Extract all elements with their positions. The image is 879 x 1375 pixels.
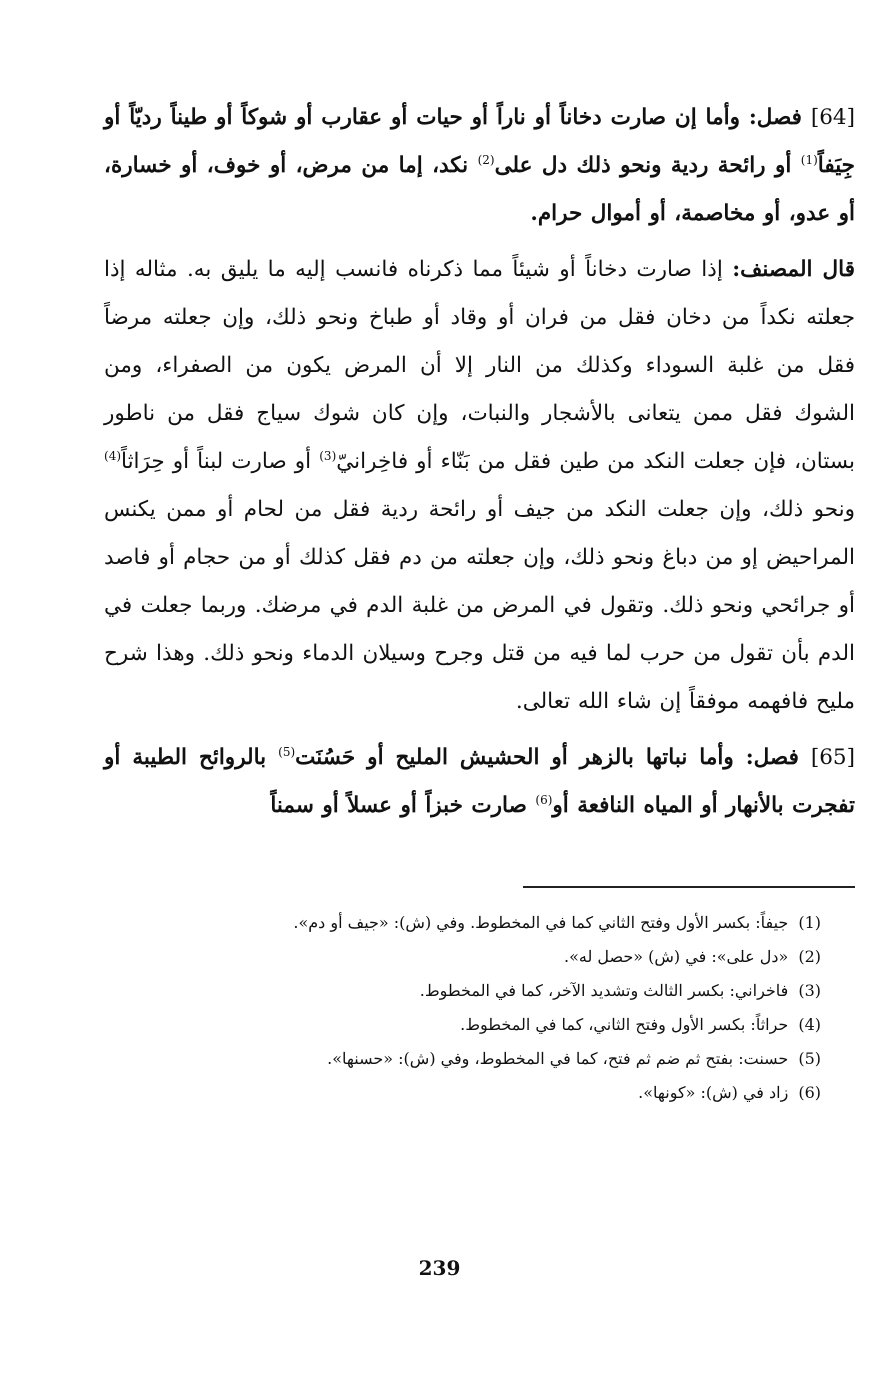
footnote-text: حراثاً: بكسر الأول وفتح الثاني، كما في المخطوط. xyxy=(460,1015,789,1034)
section-text: صارت خبزاً أو عسلاً أو سمناً xyxy=(270,793,527,818)
footnote-number: (2) xyxy=(798,947,821,966)
footnotes xyxy=(104,906,855,1110)
footnote-text: حسنت: بفتح ثم ضم ثم فتح، كما في المخطوط، وفي (ش): «حسنها». xyxy=(327,1049,789,1068)
footnote-item xyxy=(104,906,855,940)
commentary-text: ونحو ذلك، وإن جعلت النكد من جيف أو رائحة ردية فقل من لحام أو ممن يكنس المراحيض إو من دباغ ونحو ذلك، وإن جعلته من دم فقل كذلك أو من حجام أو فاصد أو جرائحي ونحو ذلك. وتقول في المرض من غلبة الدم في مرضك. وربما جعلت في الدم بأن تقول من حرب لما فيه من قتل وجرح وسيلان الدماء ونحو ذلك. وهذا شرح مليح فافهمه موفقاً إن شاء الله تعالى. xyxy=(104,497,855,714)
footnote-ref[interactable]: (2) xyxy=(477,152,495,167)
footnote-text: فاخراني: بكسر الثالث وتشديد الآخر، كما في المخطوط. xyxy=(419,981,789,1000)
footnote-number: (6) xyxy=(798,1083,821,1102)
footnote-text: «دل على»: في (ش) «حصل له». xyxy=(563,947,789,966)
footnote-separator xyxy=(523,886,855,888)
footnote-item xyxy=(104,940,855,974)
footnote-item xyxy=(104,974,855,1008)
footnote-number: (1) xyxy=(798,913,821,932)
footnote-text: زاد في (ش): «كونها». xyxy=(638,1083,789,1102)
section-text: بالروائح الطيبة أو تفجرت بالأنهار أو المياه النافعة أو xyxy=(104,745,855,818)
commentary-paragraph xyxy=(104,246,855,726)
footnote-number: (5) xyxy=(798,1049,821,1068)
footnote-ref[interactable]: (4) xyxy=(104,448,122,463)
commentary-text: إذا صارت دخاناً أو شيئاً مما ذكرناه فانسب إليه ما يليق به. مثاله إذا جعلته نكداً من دخان فقل من فران أو وقاد أو طباخ ونحو ذلك، وإن جعلته مرضاً فقل من غلبة السوداء وكذلك من النار إلا أن المرض يكون من الصفراء، ومن الشوك فقل ممن يتعانى بالأشجار والنبات، وإن كان شوك سياج فقل من ناطور بستان، فإن جعلت النكد من طين فقل من بَنّاء أو فاخِرانيّ xyxy=(104,257,856,474)
footnote-ref[interactable]: (6) xyxy=(535,792,553,807)
section-text: وأما نباتها بالزهر أو الحشيش المليح أو حَسُنَت xyxy=(295,745,734,770)
section-text: نكد، إما من مرض، أو خوف، أو خسارة، أو عدو، أو مخاصمة، أو أموال حرام. xyxy=(104,153,855,226)
footnote-text: جيفاً: بكسر الأول وفتح الثاني كما في المخطوط. وفي (ش): «جيف أو دم». xyxy=(293,913,789,932)
footnote-ref[interactable]: (1) xyxy=(800,152,818,167)
section-keyword: فصل: xyxy=(748,105,802,130)
section-number: [65] xyxy=(810,745,855,770)
section-text: أو رائحة ردية ونحو ذلك دل على xyxy=(494,153,792,178)
footnote-item xyxy=(104,1008,855,1042)
footnote-ref[interactable]: (3) xyxy=(319,448,337,463)
section-64 xyxy=(104,94,855,238)
footnote-number: (3) xyxy=(798,981,821,1000)
section-keyword: فصل: xyxy=(745,745,799,770)
page-number: 239 xyxy=(418,1256,461,1280)
section-text: وأما إن صارت دخاناً أو ناراً أو حيات أو عقارب أو شوكاً أو طيناً رديّاً أو جِيَفاً xyxy=(104,105,855,178)
footnote-ref[interactable]: (5) xyxy=(278,744,296,759)
section-number: [64] xyxy=(810,105,855,130)
commentary-keyword: قال المصنف: xyxy=(732,257,856,282)
footnote-item xyxy=(104,1076,855,1110)
commentary-text: أو صارت لبناً أو حِرَاثاً xyxy=(121,449,312,474)
footnote-item xyxy=(104,1042,855,1076)
footnote-number: (4) xyxy=(798,1015,821,1034)
section-65 xyxy=(104,734,855,830)
